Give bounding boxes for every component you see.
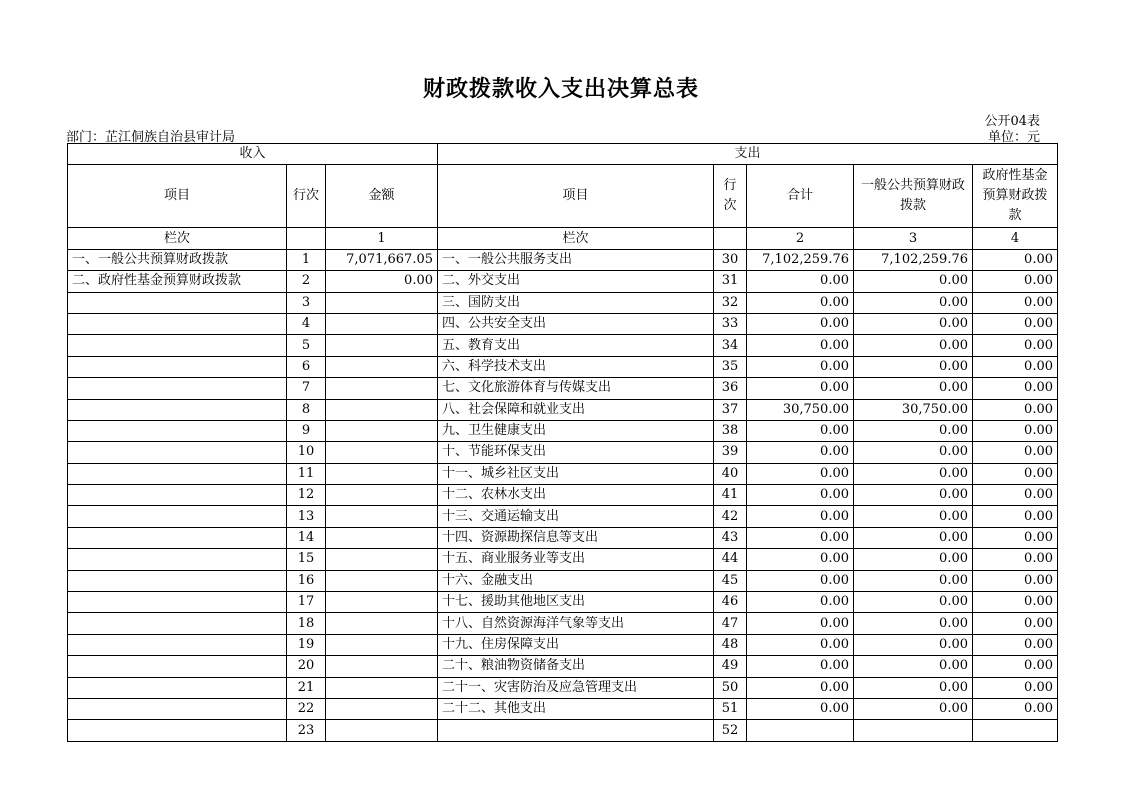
table-row	[68, 356, 1058, 377]
gov-fund-cell: 0.00	[973, 592, 1058, 613]
income-row-no-header: 行次	[287, 165, 326, 228]
budget-table	[67, 143, 1058, 742]
income-row-no-cell: 16	[287, 570, 326, 591]
gov-fund-cell: 0.00	[973, 313, 1058, 334]
general-budget-cell	[854, 720, 973, 741]
table-row	[68, 420, 1058, 441]
total-cell: 0.00	[747, 420, 854, 441]
expense-row-no-cell: 30	[714, 249, 747, 270]
department-label: 部门：芷江侗族自治县审计局	[66, 130, 236, 145]
income-item-header: 项目	[68, 165, 287, 228]
total-cell: 0.00	[747, 698, 854, 719]
income-item-cell	[68, 527, 287, 548]
total-cell: 0.00	[747, 463, 854, 484]
income-row-no-cell: 21	[287, 677, 326, 698]
general-budget-cell: 0.00	[854, 442, 973, 463]
gov-fund-cell: 0.00	[973, 698, 1058, 719]
income-amount-cell	[326, 549, 438, 570]
expense-row-no-header: 行次	[714, 165, 747, 228]
expense-item-cell: 五、教育支出	[438, 335, 714, 356]
total-cell	[747, 720, 854, 741]
income-amount-cell	[326, 592, 438, 613]
table-row	[68, 527, 1058, 548]
gov-fund-cell	[973, 720, 1058, 741]
income-row-no-cell: 1	[287, 249, 326, 270]
expense-item-cell: 十三、交通运输支出	[438, 506, 714, 527]
expense-item-cell: 十九、住房保障支出	[438, 634, 714, 655]
income-item-cell	[68, 506, 287, 527]
income-amount-cell	[326, 613, 438, 634]
gov-fund-cell: 0.00	[973, 335, 1058, 356]
expense-item-cell: 十七、援助其他地区支出	[438, 592, 714, 613]
expense-item-cell: 十一、城乡社区支出	[438, 463, 714, 484]
general-budget-cell: 0.00	[854, 335, 973, 356]
expense-row-no-cell: 52	[714, 720, 747, 741]
income-row-no-cell: 10	[287, 442, 326, 463]
general-budget-cell: 0.00	[854, 313, 973, 334]
income-row-no-cell: 9	[287, 420, 326, 441]
general-budget-cell: 0.00	[854, 378, 973, 399]
col1-index: 1	[326, 228, 438, 249]
income-amount-cell	[326, 335, 438, 356]
table-row	[68, 271, 1058, 292]
total-cell: 0.00	[747, 506, 854, 527]
total-cell: 0.00	[747, 485, 854, 506]
income-row-no-cell: 19	[287, 634, 326, 655]
income-item-cell	[68, 356, 287, 377]
income-item-cell	[68, 378, 287, 399]
income-amount-cell: 0.00	[326, 271, 438, 292]
income-item-cell	[68, 399, 287, 420]
general-budget-cell: 0.00	[854, 356, 973, 377]
table-row	[68, 335, 1058, 356]
expense-item-cell: 十二、农林水支出	[438, 485, 714, 506]
total-cell: 7,102,259.76	[747, 249, 854, 270]
income-row-no-cell: 12	[287, 485, 326, 506]
income-amount-cell	[326, 634, 438, 655]
general-budget-cell: 0.00	[854, 570, 973, 591]
income-row-no-cell: 23	[287, 720, 326, 741]
income-row-no-cell: 4	[287, 313, 326, 334]
total-cell: 0.00	[747, 677, 854, 698]
income-row-no-index	[287, 228, 326, 249]
income-row-no-cell: 15	[287, 549, 326, 570]
gov-fund-cell: 0.00	[973, 634, 1058, 655]
total-cell: 0.00	[747, 592, 854, 613]
page-title: 财政拨款收入支出决算总表	[422, 76, 699, 102]
expense-item-cell: 二十一、灾害防治及应急管理支出	[438, 677, 714, 698]
expense-row-no-cell: 31	[714, 271, 747, 292]
total-cell: 0.00	[747, 656, 854, 677]
income-item-cell	[68, 549, 287, 570]
expense-row-no-cell: 40	[714, 463, 747, 484]
total-cell: 0.00	[747, 335, 854, 356]
gov-fund-cell: 0.00	[973, 463, 1058, 484]
expense-item-cell: 十六、金融支出	[438, 570, 714, 591]
income-item-cell	[68, 313, 287, 334]
income-item-cell: 一、一般公共预算财政拨款	[68, 249, 287, 270]
general-budget-cell: 0.00	[854, 420, 973, 441]
income-item-cell	[68, 634, 287, 655]
income-amount-cell	[326, 506, 438, 527]
unit-label: 单位：元	[987, 130, 1040, 145]
general-budget-cell: 0.00	[854, 656, 973, 677]
gov-fund-cell: 0.00	[973, 570, 1058, 591]
income-row-no-cell: 18	[287, 613, 326, 634]
expense-row-no-cell: 44	[714, 549, 747, 570]
table-row	[68, 506, 1058, 527]
expense-row-no-cell: 43	[714, 527, 747, 548]
income-amount-cell	[326, 399, 438, 420]
general-budget-cell: 0.00	[854, 271, 973, 292]
expense-row-no-cell: 50	[714, 677, 747, 698]
income-item-cell	[68, 335, 287, 356]
gov-fund-cell: 0.00	[973, 399, 1058, 420]
expense-header: 支出	[438, 144, 1058, 165]
table-row	[68, 634, 1058, 655]
income-item-cell	[68, 570, 287, 591]
income-amount-cell	[326, 677, 438, 698]
expense-item-cell: 十八、自然资源海洋气象等支出	[438, 613, 714, 634]
gov-fund-cell: 0.00	[973, 613, 1058, 634]
income-row-no-cell: 2	[287, 271, 326, 292]
general-budget-cell: 30,750.00	[854, 399, 973, 420]
total-cell: 0.00	[747, 378, 854, 399]
expense-item-cell: 九、卫生健康支出	[438, 420, 714, 441]
general-budget-cell: 0.00	[854, 613, 973, 634]
general-budget-cell: 0.00	[854, 634, 973, 655]
expense-row-no-cell: 45	[714, 570, 747, 591]
income-item-cell	[68, 656, 287, 677]
income-amount-cell	[326, 420, 438, 441]
gov-fund-cell: 0.00	[973, 485, 1058, 506]
table-row	[68, 720, 1058, 741]
table-row	[68, 292, 1058, 313]
general-budget-cell: 0.00	[854, 527, 973, 548]
income-amount-cell	[326, 378, 438, 399]
gov-fund-cell: 0.00	[973, 527, 1058, 548]
income-amount-header: 金额	[326, 165, 438, 228]
table-row	[68, 249, 1058, 270]
expense-row-no-cell: 51	[714, 698, 747, 719]
gov-fund-cell: 0.00	[973, 420, 1058, 441]
income-row-no-cell: 7	[287, 378, 326, 399]
income-row-no-cell: 5	[287, 335, 326, 356]
gov-fund-cell: 0.00	[973, 549, 1058, 570]
gov-fund-cell: 0.00	[973, 677, 1058, 698]
income-row-no-cell: 22	[287, 698, 326, 719]
total-cell: 0.00	[747, 634, 854, 655]
expense-row-no-cell: 48	[714, 634, 747, 655]
total-cell: 0.00	[747, 271, 854, 292]
income-item-cell	[68, 720, 287, 741]
income-amount-cell	[326, 656, 438, 677]
expense-item-header: 项目	[438, 165, 714, 228]
total-header: 合计	[747, 165, 854, 228]
col2-index: 2	[747, 228, 854, 249]
gov-fund-cell: 0.00	[973, 506, 1058, 527]
income-row-no-cell: 3	[287, 292, 326, 313]
expense-item-cell: 二、外交支出	[438, 271, 714, 292]
table-row	[68, 313, 1058, 334]
income-item-cell	[68, 698, 287, 719]
income-row-no-cell: 14	[287, 527, 326, 548]
general-budget-cell: 0.00	[854, 698, 973, 719]
expense-item-cell	[438, 720, 714, 741]
table-row	[68, 549, 1058, 570]
table-row	[68, 677, 1058, 698]
col3-index: 3	[854, 228, 973, 249]
total-cell: 0.00	[747, 356, 854, 377]
income-item-cell: 二、政府性基金预算财政拨款	[68, 271, 287, 292]
general-budget-cell: 0.00	[854, 506, 973, 527]
col4-index: 4	[973, 228, 1058, 249]
table-row	[68, 570, 1058, 591]
expense-column-index: 栏次	[438, 228, 714, 249]
gov-fund-cell: 0.00	[973, 249, 1058, 270]
general-budget-header: 一般公共预算财政拨款	[854, 165, 973, 228]
income-amount-cell	[326, 720, 438, 741]
income-item-cell	[68, 592, 287, 613]
income-item-cell	[68, 420, 287, 441]
table-row	[68, 698, 1058, 719]
income-item-cell	[68, 485, 287, 506]
table-row	[68, 399, 1058, 420]
general-budget-cell: 0.00	[854, 292, 973, 313]
expense-row-no-cell: 35	[714, 356, 747, 377]
income-amount-cell	[326, 570, 438, 591]
gov-fund-header: 政府性基金预算财政拨款	[973, 165, 1058, 228]
expense-item-cell: 二十、粮油物资储备支出	[438, 656, 714, 677]
income-item-cell	[68, 442, 287, 463]
expense-item-cell: 十、节能环保支出	[438, 442, 714, 463]
expense-item-cell: 六、科学技术支出	[438, 356, 714, 377]
table-row	[68, 613, 1058, 634]
total-cell: 0.00	[747, 292, 854, 313]
general-budget-cell: 0.00	[854, 549, 973, 570]
income-amount-cell	[326, 292, 438, 313]
expense-row-no-cell: 39	[714, 442, 747, 463]
gov-fund-cell: 0.00	[973, 442, 1058, 463]
income-item-cell	[68, 463, 287, 484]
gov-fund-cell: 0.00	[973, 292, 1058, 313]
expense-row-no-cell: 46	[714, 592, 747, 613]
income-amount-cell	[326, 313, 438, 334]
expense-item-cell: 三、国防支出	[438, 292, 714, 313]
expense-row-no-cell: 34	[714, 335, 747, 356]
expense-item-cell: 二十二、其他支出	[438, 698, 714, 719]
income-row-no-cell: 8	[287, 399, 326, 420]
income-row-no-cell: 6	[287, 356, 326, 377]
table-row	[68, 378, 1058, 399]
income-amount-cell	[326, 442, 438, 463]
total-cell: 0.00	[747, 442, 854, 463]
expense-item-cell: 八、社会保障和就业支出	[438, 399, 714, 420]
income-header: 收入	[68, 144, 438, 165]
income-column-index: 栏次	[68, 228, 287, 249]
expense-item-cell: 十四、资源勘探信息等支出	[438, 527, 714, 548]
table-row	[68, 463, 1058, 484]
expense-row-no-cell: 32	[714, 292, 747, 313]
gov-fund-cell: 0.00	[973, 378, 1058, 399]
table-row	[68, 592, 1058, 613]
table-row	[68, 485, 1058, 506]
expense-row-no-cell: 33	[714, 313, 747, 334]
expense-row-no-cell: 42	[714, 506, 747, 527]
income-item-cell	[68, 613, 287, 634]
total-cell: 0.00	[747, 549, 854, 570]
income-amount-cell	[326, 485, 438, 506]
expense-row-no-cell: 38	[714, 420, 747, 441]
income-amount-cell	[326, 527, 438, 548]
general-budget-cell: 0.00	[854, 592, 973, 613]
income-item-cell	[68, 677, 287, 698]
expense-item-cell: 一、一般公共服务支出	[438, 249, 714, 270]
expense-item-cell: 十五、商业服务业等支出	[438, 549, 714, 570]
total-cell: 0.00	[747, 570, 854, 591]
income-row-no-cell: 13	[287, 506, 326, 527]
gov-fund-cell: 0.00	[973, 271, 1058, 292]
expense-item-cell: 四、公共安全支出	[438, 313, 714, 334]
income-amount-cell	[326, 698, 438, 719]
income-row-no-cell: 20	[287, 656, 326, 677]
expense-item-cell: 七、文化旅游体育与传媒支出	[438, 378, 714, 399]
expense-row-no-cell: 41	[714, 485, 747, 506]
income-row-no-cell: 11	[287, 463, 326, 484]
total-cell: 0.00	[747, 313, 854, 334]
gov-fund-cell: 0.00	[973, 656, 1058, 677]
expense-row-no-cell: 37	[714, 399, 747, 420]
table-row	[68, 442, 1058, 463]
total-cell: 30,750.00	[747, 399, 854, 420]
general-budget-cell: 0.00	[854, 463, 973, 484]
general-budget-cell: 0.00	[854, 485, 973, 506]
total-cell: 0.00	[747, 613, 854, 634]
form-code: 公开04表	[984, 114, 1040, 129]
income-amount-cell: 7,071,667.05	[326, 249, 438, 270]
expense-row-no-cell: 36	[714, 378, 747, 399]
income-item-cell	[68, 292, 287, 313]
expense-row-no-cell: 47	[714, 613, 747, 634]
income-amount-cell	[326, 356, 438, 377]
general-budget-cell: 0.00	[854, 677, 973, 698]
income-amount-cell	[326, 463, 438, 484]
expense-row-no-cell: 49	[714, 656, 747, 677]
expense-row-no-index	[714, 228, 747, 249]
total-cell: 0.00	[747, 527, 854, 548]
table-row	[68, 656, 1058, 677]
general-budget-cell: 7,102,259.76	[854, 249, 973, 270]
income-row-no-cell: 17	[287, 592, 326, 613]
gov-fund-cell: 0.00	[973, 356, 1058, 377]
